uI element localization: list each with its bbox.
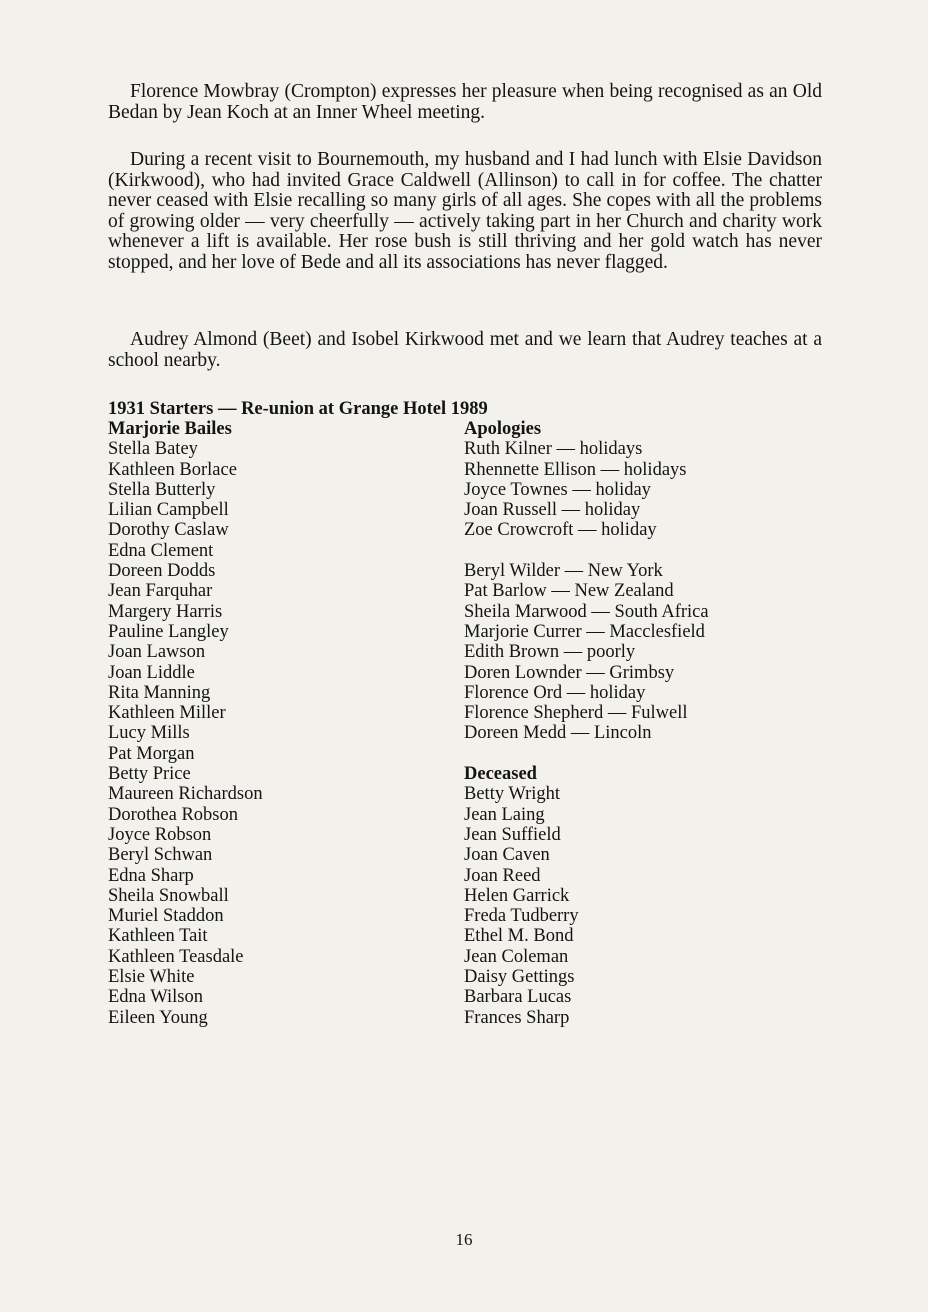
- deceased-entry: Joan Reed: [464, 865, 541, 886]
- attendee: Jean Farquhar: [108, 581, 213, 602]
- attendee: Elsie White: [108, 967, 195, 988]
- apology-entry: Edith Brown — poorly: [464, 642, 636, 663]
- attendee: Edna Clement: [108, 540, 214, 561]
- attendee: Maureen Richardson: [108, 784, 263, 805]
- attendee: Sheila Snowball: [108, 885, 229, 906]
- apology-entry: Rhennette Ellison — holidays: [464, 459, 687, 480]
- attendee: Eileen Young: [108, 1007, 208, 1028]
- apology-entry: Pat Barlow — New Zealand: [464, 581, 674, 602]
- attendee: Doreen Dodds: [108, 561, 216, 582]
- attendee: Rita Manning: [108, 682, 211, 703]
- deceased-entry: Helen Garrick: [464, 885, 570, 906]
- attendees-heading: Marjorie Bailes: [108, 419, 232, 439]
- deceased-heading: Deceased: [464, 764, 537, 785]
- attendee: Pauline Langley: [108, 621, 229, 642]
- apologies-heading: Apologies: [464, 419, 542, 439]
- attendee: Kathleen Tait: [108, 926, 208, 947]
- apology-entry: Marjorie Currer — Macclesfield: [464, 621, 705, 642]
- attendee: Beryl Schwan: [108, 845, 213, 866]
- attendee: Betty Price: [108, 764, 191, 785]
- deceased-entry: Jean Suffield: [464, 824, 561, 845]
- apology-entry: Zoe Crowcroft — holiday: [464, 520, 657, 541]
- attendee: Stella Butterly: [108, 479, 216, 500]
- apology-entry: Sheila Marwood — South Africa: [464, 601, 709, 622]
- deceased-entry: Frances Sharp: [464, 1007, 570, 1028]
- attendee: Dorothea Robson: [108, 804, 238, 825]
- deceased-entry: Jean Coleman: [464, 946, 569, 967]
- paragraph-mowbray: Florence Mowbray (Crompton) expresses her pleasure when being recognised as an Old Bedan by Jean Koch at an Inner Wheel meeting.: [108, 81, 822, 123]
- apology-entry: Joyce Townes — holiday: [464, 479, 651, 500]
- deceased-entry: Barbara Lucas: [464, 987, 572, 1008]
- attendee: Kathleen Miller: [108, 703, 226, 724]
- reunion-heading: 1931 Starters — Re-union at Grange Hotel 1989: [108, 399, 488, 419]
- apology-entry: Doren Lownder — Grimbsy: [464, 662, 675, 683]
- attendee: Kathleen Borlace: [108, 459, 237, 480]
- attendees-column: [108, 419, 438, 1028]
- attendee: Edna Wilson: [108, 987, 204, 1008]
- attendee: Muriel Staddon: [108, 906, 224, 927]
- attendee: Joan Liddle: [108, 662, 195, 683]
- spacer: [464, 541, 824, 561]
- attendee: Dorothy Caslaw: [108, 520, 229, 541]
- apology-entry: Florence Ord — holiday: [464, 682, 646, 703]
- deceased-entry: Freda Tudberry: [464, 906, 579, 927]
- attendee: Lucy Mills: [108, 723, 190, 744]
- attendee: Pat Morgan: [108, 743, 195, 764]
- deceased-entry: Daisy Gettings: [464, 967, 575, 988]
- attendee: Edna Sharp: [108, 865, 194, 886]
- deceased-entry: Joan Caven: [464, 845, 550, 866]
- deceased-entry: Betty Wright: [464, 784, 561, 805]
- attendee: Lilian Campbell: [108, 500, 229, 521]
- apology-entry: Doreen Medd — Lincoln: [464, 723, 652, 744]
- apology-entry: Ruth Kilner — holidays: [464, 439, 643, 460]
- attendee: Margery Harris: [108, 601, 223, 622]
- attendee: Kathleen Teasdale: [108, 946, 244, 967]
- apology-entry: Florence Shepherd — Fulwell: [464, 703, 688, 724]
- attendee: Stella Batey: [108, 439, 198, 460]
- apologies-column: [464, 419, 824, 1028]
- apology-entry: Joan Russell — holiday: [464, 500, 641, 521]
- deceased-entry: Ethel M. Bond: [464, 926, 574, 947]
- apology-entry: Beryl Wilder — New York: [464, 561, 663, 582]
- paragraph-almond: Audrey Almond (Beet) and Isobel Kirkwood met and we learn that Audrey teaches at a school nearby.: [108, 329, 822, 371]
- page-number: 16: [455, 1230, 473, 1249]
- spacer: [464, 744, 824, 764]
- deceased-entry: Jean Laing: [464, 804, 545, 825]
- paragraph-bournemouth: During a recent visit to Bournemouth, my husband and I had lunch with Elsie Davidson (Kirkwood), who had invited Grace Caldwell (Allinson) to call in for coffee. The chatter never ceased with Elsie recalling so many girls of all ages. She copes with all the problems of growing older — very cheerfully — actively taking part in her Church and charity work whenever a lift is available. Her rose bush is still thriving and her gold watch has never stopped, and her love of Bede and all its associations has never flagged.: [108, 149, 822, 273]
- attendee: Joyce Robson: [108, 824, 212, 845]
- attendee: Joan Lawson: [108, 642, 206, 663]
